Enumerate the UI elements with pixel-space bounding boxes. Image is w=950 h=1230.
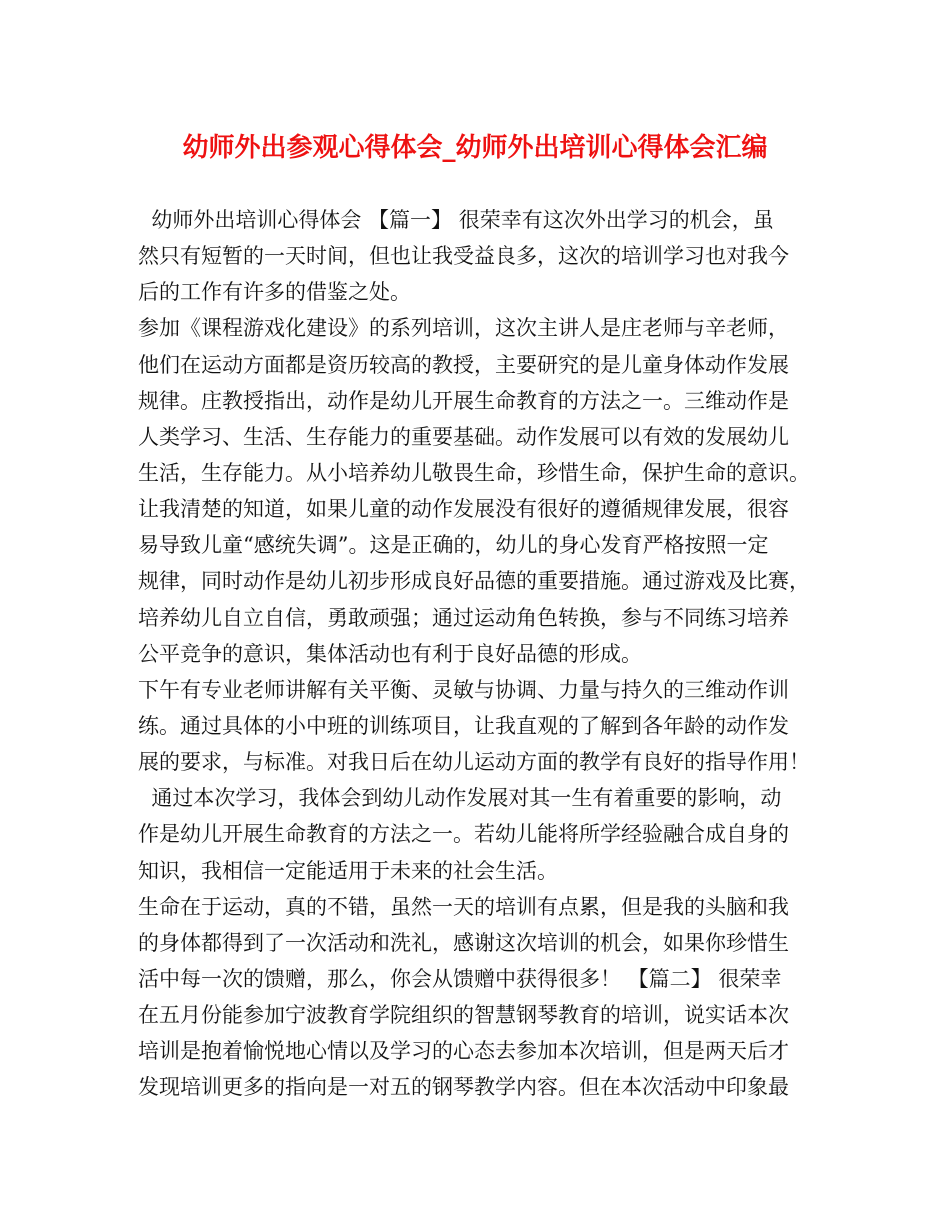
body-line: 通过本次学习，我体会到幼儿动作发展对其一生有着重要的影响，动 — [138, 786, 782, 811]
document-title: 幼师外出参观心得体会_幼师外出培训心得体会汇编 — [182, 133, 768, 163]
body-line: 参加《课程游戏化建设》的系列培训，这次主讲人是庄老师与辛老师， — [138, 316, 789, 341]
body-line: 培训是抱着愉悦地心情以及学习的心态去参加本次培训，但是两天后才 — [138, 1039, 789, 1064]
body-line: 让我清楚的知道，如果儿童的动作发展没有很好的遵循规律发展，很容 — [138, 497, 789, 522]
document-body — [138, 202, 818, 1106]
body-line: 在五月份能参加宁波教育学院组织的智慧钢琴教育的培训，说实话本次 — [138, 1003, 789, 1028]
body-line: 作是幼儿开展生命教育的方法之一。若幼儿能将所学经验融合成自身的 — [138, 822, 789, 847]
body-line: 的身体都得到了一次活动和洗礼，感谢这次培训的机会，如果你珍惜生 — [138, 930, 789, 955]
body-line: 易导致儿童“感统失调”。这是正确的，幼儿的身心发育严格按照一定 — [138, 533, 769, 558]
body-line: 他们在运动方面都是资历较高的教授，主要研究的是儿童身体动作发展 — [138, 352, 789, 377]
body-line: 发现培训更多的指向是一对五的钢琴教学内容。但在本次活动中印象最 — [138, 1075, 789, 1100]
body-line: 生活，生存能力。从小培养幼儿敬畏生命，珍惜生命，保护生命的意识。 — [138, 460, 810, 485]
body-line: 规律，同时动作是幼儿初步形成良好品德的重要措施。通过游戏及比赛， — [138, 569, 810, 594]
body-line: 幼师外出培训心得体会 【篇一】 很荣幸有这次外出学习的机会，虽 — [138, 208, 774, 232]
body-line: 规律。庄教授指出，动作是幼儿开展生命教育的方法之一。三维动作是 — [138, 388, 789, 413]
body-line: 后的工作有许多的借鉴之处。 — [138, 280, 411, 305]
body-line: 练。通过具体的小中班的训练项目，让我直观的了解到各年龄的动作发 — [138, 713, 789, 738]
body-line: 下午有专业老师讲解有关平衡、灵敏与协调、力量与持久的三维动作训 — [138, 677, 789, 702]
body-line: 公平竞争的意识，集体活动也有利于良好品德的形成。 — [138, 641, 642, 666]
body-line: 活中每一次的馈赠，那么，你会从馈赠中获得很多！ 【篇二】 很荣幸 — [138, 966, 782, 991]
body-line: 生命在于运动，真的不错，虽然一天的培训有点累，但是我的头脑和我 — [138, 894, 789, 919]
body-line: 培养幼儿自立自信，勇敢顽强；通过运动角色转换，参与不同练习培养 — [138, 605, 789, 630]
body-line: 然只有短暂的一天时间，但也让我受益良多，这次的培训学习也对我今 — [138, 244, 789, 269]
body-line: 展的要求，与标准。对我日后在幼儿运动方面的教学有良好的指导作用！ — [138, 750, 810, 775]
body-line: 知识，我相信一定能适用于未来的社会生活。 — [138, 858, 558, 883]
body-line: 人类学习、生活、生存能力的重要基础。动作发展可以有效的发展幼儿 — [138, 424, 789, 449]
